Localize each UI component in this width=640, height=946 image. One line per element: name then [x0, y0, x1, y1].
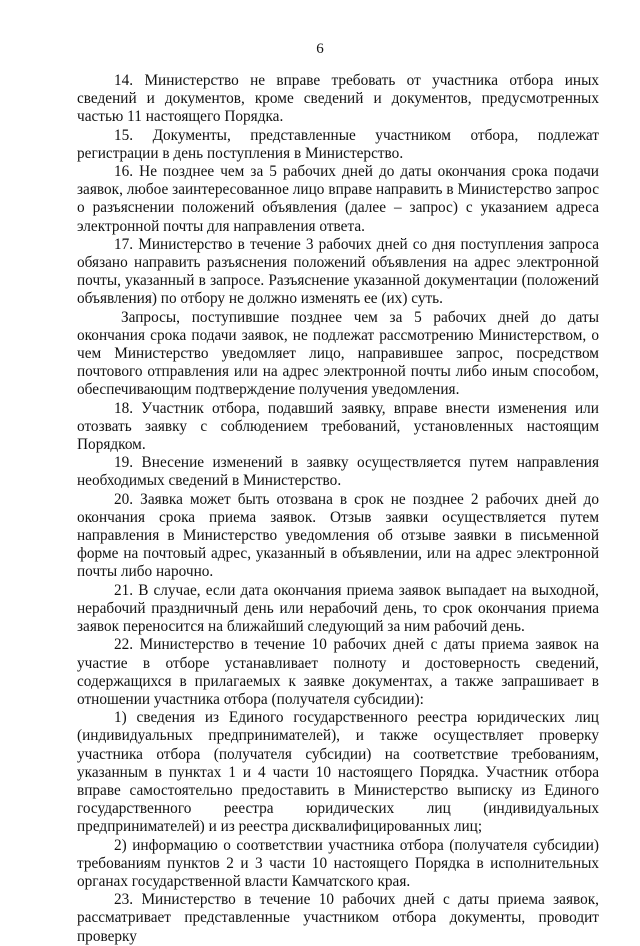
paragraph-22-item-2: 2) информацию о соответствии участника отбора (получателя субсидии) требованиям пунктов 2 и 3 части 10 настоящего Порядка в исполнительных органах государственной власти Камчатского края. — [77, 836, 599, 890]
paragraph-14: 14. Министерство не вправе требовать от участника отбора иных сведений и документов, кроме сведений и документов, предусмотренных частью 11 настоящего Порядка. — [77, 72, 599, 126]
document-body — [77, 72, 599, 946]
paragraph-19: 19. Внесение изменений в заявку осуществляется путем направления необходимых сведений в Министерство. — [77, 454, 599, 490]
paragraph-22-item-1: 1) сведения из Единого государственного реестра юридических лиц (индивидуальных предпринимателей), и также осуществляет проверку участника отбора (получателя субсидии) на соответствие требованиям, указанным в пунктах 1 и 4 части 10 настоящего Порядка. Участник отбора вправе самостоятельно предоставить в Министерство выписку из Единого государственного реестра юридических лиц (индивидуальных предпринимателей) и из реестра дисквалифицированных лиц; — [77, 709, 599, 836]
paragraph-18: 18. Участник отбора, подавший заявку, вправе внести изменения или отозвать заявку с соблюдением требований, установленных настоящим Порядком. — [77, 399, 599, 454]
page-number: 6 — [316, 41, 324, 57]
paragraph-17-requests-note: Запросы, поступившие позднее чем за 5 рабочих дней до даты окончания срока подачи заявок, не подлежат рассмотрению Министерством, о чем Министерство уведомляет лицо, направившее запрос, посредством почтового отправления или на адрес электронной почты либо иным способом, обеспечивающим подтверждение получения уведомления. — [77, 308, 599, 399]
paragraph-22: 22. Министерство в течение 10 рабочих дней с даты приема заявок на участие в отборе устанавливает полноту и достоверность сведений, содержащихся в прилагаемых к заявке документах, а также запрашивает в отношении участника отбора (получателя субсидии): — [77, 636, 599, 708]
paragraph-15: 15. Документы, представленные участником отбора, подлежат регистрации в день поступления в Министерство. — [77, 126, 599, 162]
paragraph-20: 20. Заявка может быть отозвана в срок не позднее 2 рабочих дней до окончания срока приема заявок. Отзыв заявки осуществляется путем направления в Министерство уведомления об отзыве заявки в письменной форме на почтовый адрес, указанный в объявлении, или на адрес электронной почты либо нарочно. — [77, 490, 599, 581]
paragraph-17: 17. Министерство в течение 3 рабочих дней со дня поступления запроса обязано направить разъяснения положений объявления на адрес электронной почты, указанный в запросе. Разъяснение указанной документации (положений объявления) по отбору не должно изменять ее (их) суть. — [77, 235, 599, 308]
paragraph-16: 16. Не позднее чем за 5 рабочих дней до даты окончания срока подачи заявок, любое заинтересованное лицо вправе направить в Министерство запрос о разъяснении положений объявления (далее – запрос) с указанием адреса электронной почты для направления ответа. — [77, 163, 599, 235]
paragraph-21: 21. В случае, если дата окончания приема заявок выпадает на выходной, нерабочий праздничный день или нерабочий день, то срок окончания приема заявок переносится на ближайший следующий за ним рабочий день. — [77, 581, 599, 636]
paragraph-23: 23. Министерство в течение 10 рабочих дней с даты приема заявок, рассматривает представленные участником отбора документы, проводит проверку — [77, 891, 599, 945]
